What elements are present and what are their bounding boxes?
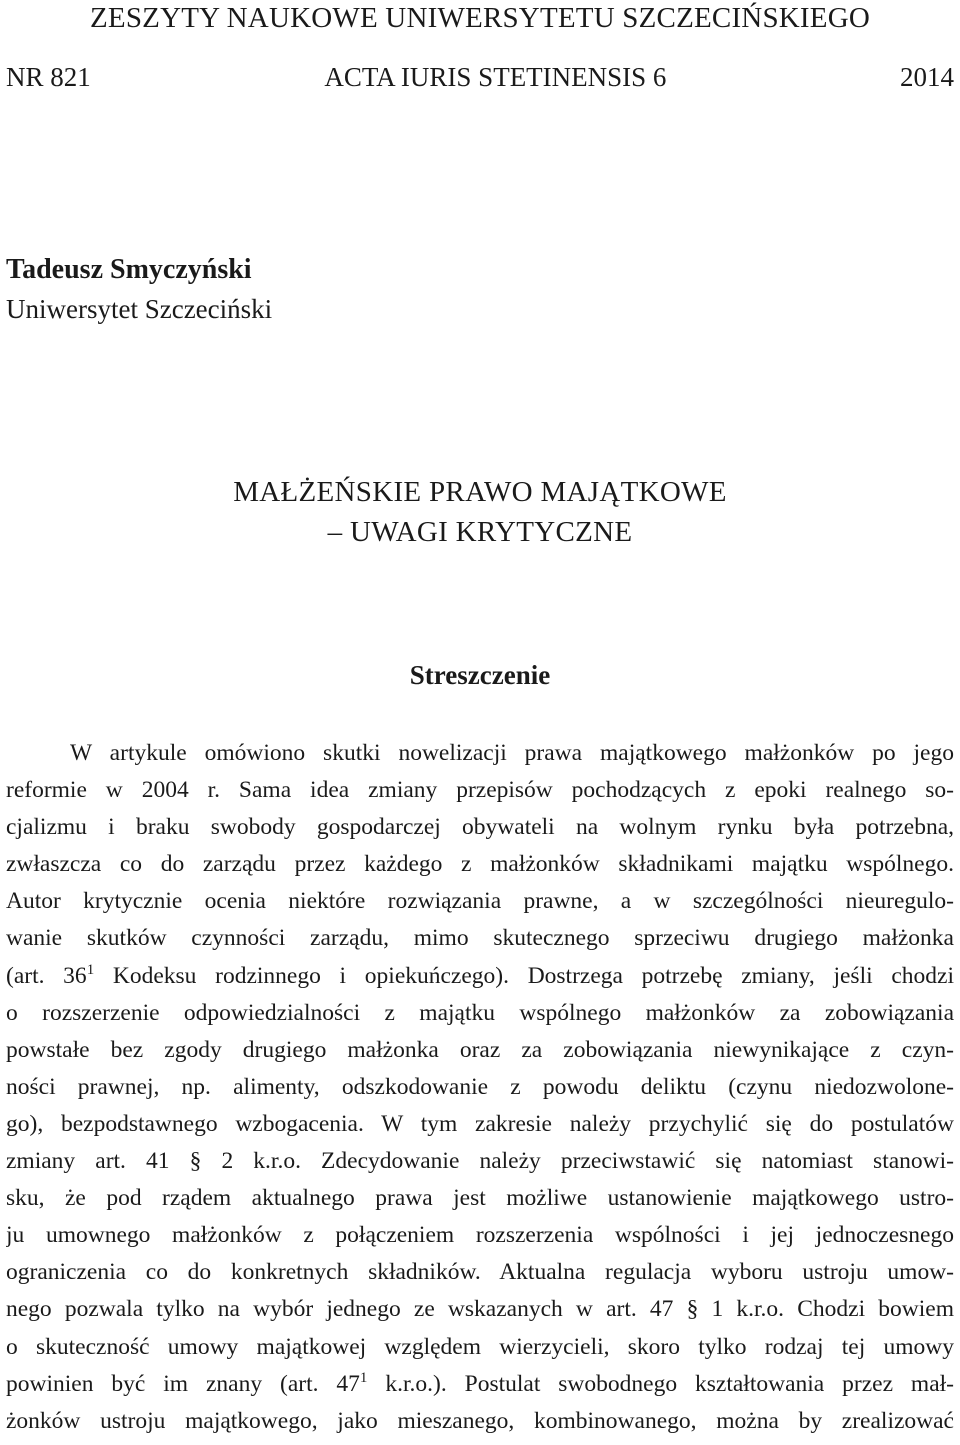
abstract-line: ograniczenia co do konkretnych składników. Aktualna regulacja wyboru ustroju umow-: [6, 1259, 954, 1286]
abstract-line-text: Kodeksu rodzinnego i opiekuńczego). Dostrzega potrzebę zmiany, jeśli chodzi: [94, 962, 954, 989]
superscript-number: 1: [86, 961, 95, 978]
abstract-line: powstałe bez zgody drugiego małżonka oraz za zobowiązania niewynikające z czyn-: [6, 1036, 954, 1063]
abstract-line: go), bezpodstawnego wzbogacenia. W tym zakresie należy przychylić się do postulatów: [6, 1110, 954, 1137]
abstract-body: [6, 735, 954, 1440]
abstract-line: cjalizmu i braku swobody gospodarczej obywateli na wolnym rynku była potrzebna,: [6, 814, 954, 841]
superscript-number: 1: [359, 1369, 368, 1386]
abstract-heading: Streszczenie: [409, 660, 551, 690]
series-name: ACTA IURIS STETINENSIS 6: [324, 62, 667, 92]
publication-year: 2014: [900, 62, 954, 92]
abstract-line: zmiany art. 41 § 2 k.r.o. Zdecydowanie należy przeciwstawić się natomiast stanowi-: [6, 1148, 954, 1175]
abstract-line: W artykule omówiono skutki nowelizacji prawa majątkowego małżonków po jego: [70, 740, 954, 766]
abstract-line: zwłaszcza co do zarządu przez każdego z małżonków składnikami majątku wspólnego.: [6, 851, 954, 878]
article-title-line-1: MAŁŻEŃSKIE PRAWO MAJĄTKOWE: [233, 476, 727, 508]
issue-info-row: [6, 62, 954, 93]
article-title-line-2: – UWAGI KRYTYCZNE: [327, 516, 633, 548]
article-title: [0, 472, 960, 552]
issue-number: NR 821: [6, 62, 91, 92]
abstract-line-text: k.r.o.). Postulat swobodnego kształtowania przez mał-: [367, 1370, 954, 1397]
abstract-line: [6, 958, 954, 995]
abstract-line-text: powinien być im znany (art. 47: [6, 1370, 360, 1397]
abstract-line: sku, że pod rządem aktualnego prawa jest możliwe ustanowienie majątkowego ustro-: [6, 1185, 954, 1212]
abstract-line: nego pozwala tylko na wybór jednego ze wskazanych w art. 47 § 1 k.r.o. Chodzi bowiem: [6, 1296, 954, 1323]
abstract-line: żonków ustroju majątkowego, jako mieszanego, kombinowanego, można by zrealizować: [6, 1407, 954, 1434]
abstract-line: wanie skutków czynności zarządu, mimo skutecznego sprzeciwu drugiego małżonka: [6, 925, 954, 952]
abstract-line: ju umownego małżonków z połączeniem rozszerzenia wspólności i jej jednoczesnego: [6, 1222, 954, 1249]
abstract-line: reformie w 2004 r. Sama idea zmiany przepisów pochodzących z epoki realnego so-: [6, 777, 954, 804]
abstract-line: Autor krytycznie ocenia niektóre rozwiązania prawne, a w szczególności nieuregulo-: [6, 888, 954, 915]
author-name: Tadeusz Smyczyński: [6, 254, 252, 285]
abstract-line-text: (art. 36: [6, 962, 87, 989]
author-affiliation: Uniwersytet Szczeciński: [6, 294, 273, 324]
journal-name: ZESZYTY NAUKOWE UNIWERSYTETU SZCZECIŃSKIEGO: [90, 2, 870, 34]
abstract-line: o rozszerzenie odpowiedzialności z majątku wspólnego małżonków za zobowiązania: [6, 999, 954, 1026]
abstract-line: [6, 1366, 954, 1403]
abstract-line: ności prawnej, np. alimenty, odszkodowanie z powodu deliktu (czynu niedozwolone-: [6, 1073, 954, 1100]
abstract-line: o skuteczność umowy majątkowej względem wierzycieli, skoro tylko rodzaj tej umowy: [6, 1333, 954, 1360]
